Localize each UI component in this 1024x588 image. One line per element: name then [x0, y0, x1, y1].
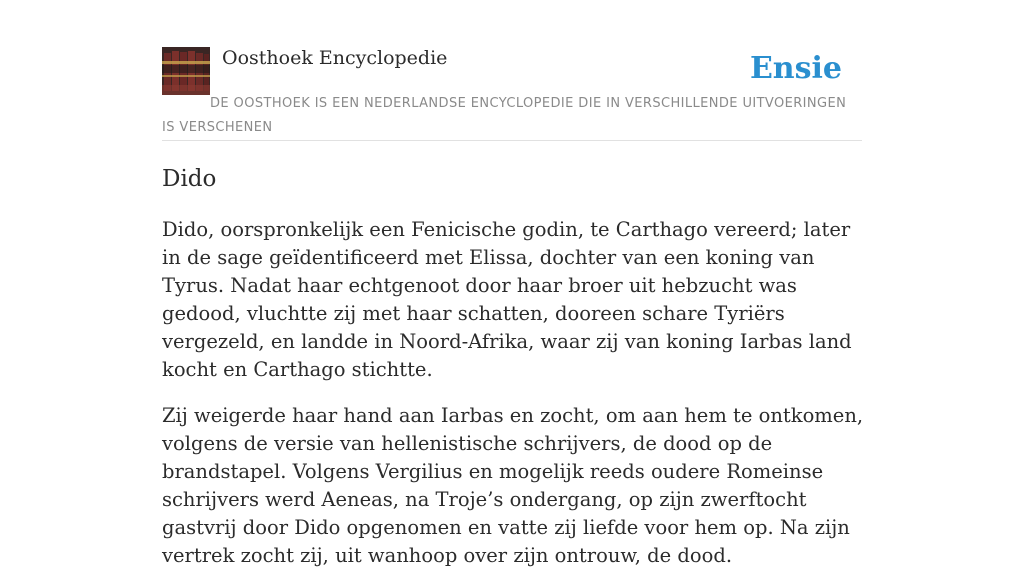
brand-logo[interactable]: Ensie: [749, 51, 842, 86]
article-paragraph: Zij weigerde haar hand aan Iarbas en zocht, om aan hem te ontkomen, volgens de versie van hellenistische schrijvers, de dood op de brandstapel. Volgens Vergilius en mogelijk reeds oudere Romeinse schrijvers werd Aeneas, na Troje’s ondergang, op zijn zwerftocht gastvrij door Dido opgenomen en vatte zij liefde voor hem op. Na zijn vertrek zocht zij, uit wanhoop over zijn ontrouw, de dood.: [162, 404, 864, 567]
article-paragraph: Dido, oorspronkelijk een Fenicische godin, te Carthago vereerd; later in de sage geïdentificeerd met Elissa, dochter van een koning van Tyrus. Nadat haar echtgenoot door haar broer uit hebzucht was gedood, vluchtte zij met haar schatten, dooreen schare Tyriërs vergezeld, en landde in Noord-Afrika, waar zij van koning Iarbas land kocht en Carthago stichtte.: [162, 218, 852, 381]
source-avatar[interactable]: [162, 47, 210, 95]
book-spines-icon: [162, 47, 210, 95]
article-title: Dido: [162, 166, 217, 192]
source-header: [162, 46, 862, 141]
source-tagline: DE OOSTHOEK IS EEN NEDERLANDSE ENCYCLOPEDIE DIE IN VERSCHILLENDE UITVOERINGEN IS VERSCHENEN: [162, 96, 847, 135]
source-title[interactable]: Oosthoek Encyclopedie: [222, 47, 448, 69]
article-body: [162, 216, 867, 588]
